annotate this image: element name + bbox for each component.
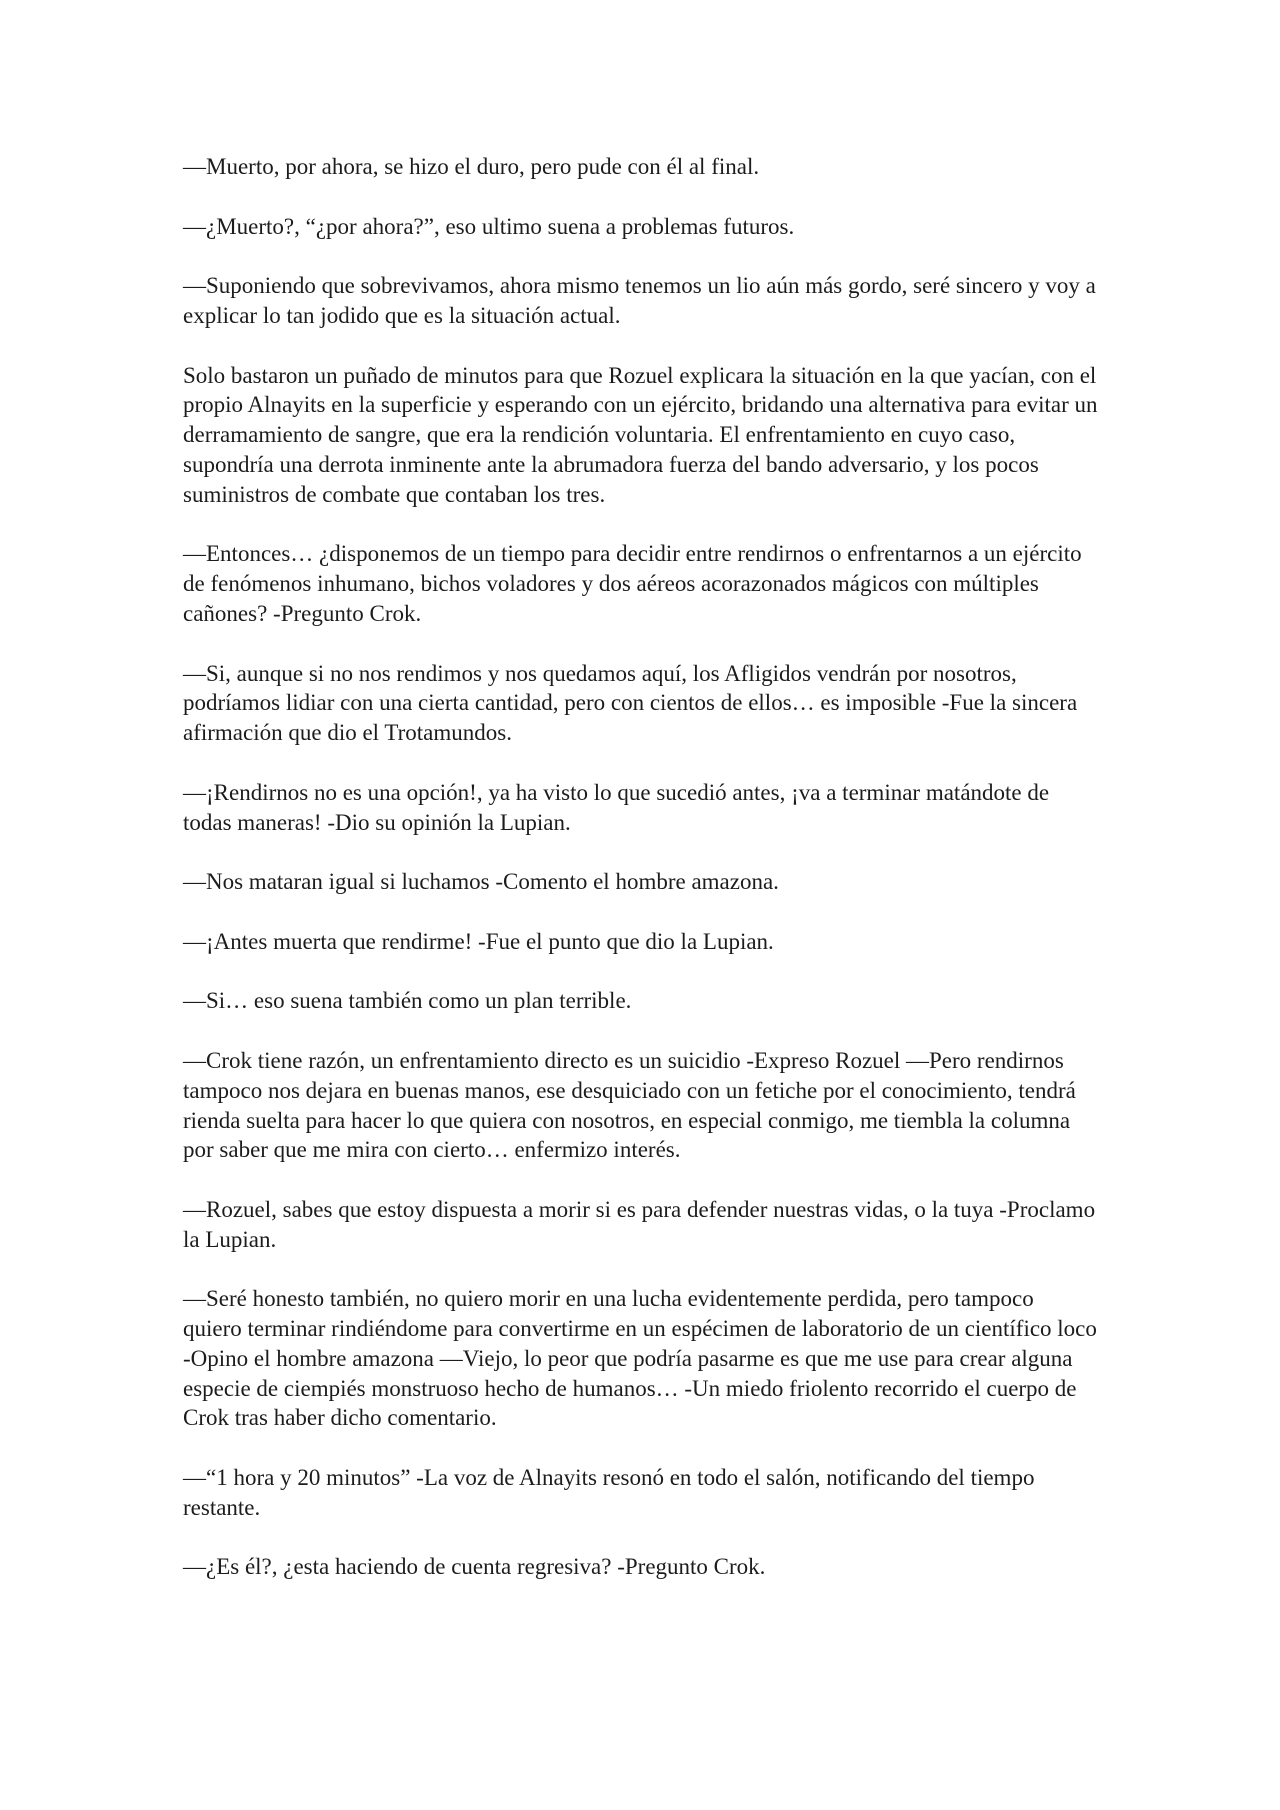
paragraph: —Muerto, por ahora, se hizo el duro, pero pude con él al final. xyxy=(183,154,760,179)
paragraph: —Si… eso suena también como un plan terrible. xyxy=(183,988,632,1014)
paragraph: —Seré honesto también, no quiero morir en una lucha evidentemente perdida, pero tampoco quiero terminar rindiéndome para convertirme en un espécimen de laboratorio de un científico loco -Opino el hombre amazona —Viejo, lo peor que podría pasarme es que me use para crear alguna especie de ciempiés monstruoso hecho de humanos… -Un miedo friolento recorrido el cuerpo de Crok tras haber dicho comentario. xyxy=(183,1286,1097,1431)
paragraph: —Rozuel, sabes que estoy dispuesta a morir si es para defender nuestras vidas, o la tuya -Proclamo la Lupian. xyxy=(183,1196,1096,1252)
paragraph: —Nos mataran igual si luchamos -Comento el hombre amazona. xyxy=(183,869,779,895)
paragraph: —Entonces… ¿disponemos de un tiempo para decidir entre rendirnos o enfrentarnos a un ejército de fenómenos inhumano, bichos voladores y dos aéreos acorazonados mágicos con múltiples cañones? -Pregunto Crok. xyxy=(183,541,1082,626)
paragraph: Solo bastaron un puñado de minutos para que Rozuel explicara la situación en la que yacían, con el propio Alnayits en la superficie y esperando con un ejército, bridando una alternativa para evitar un derramamiento de sangre, que era la rendición voluntaria. El enfrentamiento en cuyo caso, supondría una derrota inminente ante la abrumadora fuerza del bando adversario, y los pocos suministros de combate que contaban los tres. xyxy=(183,362,1098,507)
paragraph: —¡Antes muerta que rendirme! -Fue el punto que dio la Lupian. xyxy=(183,928,774,954)
document-body xyxy=(183,152,1098,1612)
paragraph: —¡Rendirnos no es una opción!, ya ha visto lo que sucedió antes, ¡va a terminar matándote de todas maneras! -Dio su opinión la Lupian. xyxy=(183,779,1050,835)
paragraph: —Crok tiene razón, un enfrentamiento directo es un suicidio -Expreso Rozuel —Pero rendirnos tampoco nos dejara en buenas manos, ese desquiciado con un fetiche por el conocimiento, tendrá rienda suelta para hacer lo que quiera con nosotros, en especial conmigo, me tiembla la columna por saber que me mira con cierto… enfermizo interés. xyxy=(183,1047,1076,1163)
paragraph: —Si, aunque si no nos rendimos y nos quedamos aquí, los Afligidos vendrán por nosotros, podríamos lidiar con una cierta cantidad, pero con cientos de ellos… es imposible -Fue la sincera afirmación que dio el Trotamundos. xyxy=(183,660,1078,746)
paragraph: —¿Muerto?, “¿por ahora?”, eso ultimo suena a problemas futuros. xyxy=(183,213,795,239)
paragraph: —¿Es él?, ¿esta haciendo de cuenta regresiva? -Pregunto Crok. xyxy=(183,1554,766,1580)
paragraph: —“1 hora y 20 minutos” -La voz de Alnayits resonó en todo el salón, notificando del tiempo restante. xyxy=(183,1465,1035,1520)
paragraph: —Suponiendo que sobrevivamos, ahora mismo tenemos un lio aún más gordo, seré sincero y voy a explicar lo tan jodido que es la situación actual. xyxy=(183,273,1096,328)
